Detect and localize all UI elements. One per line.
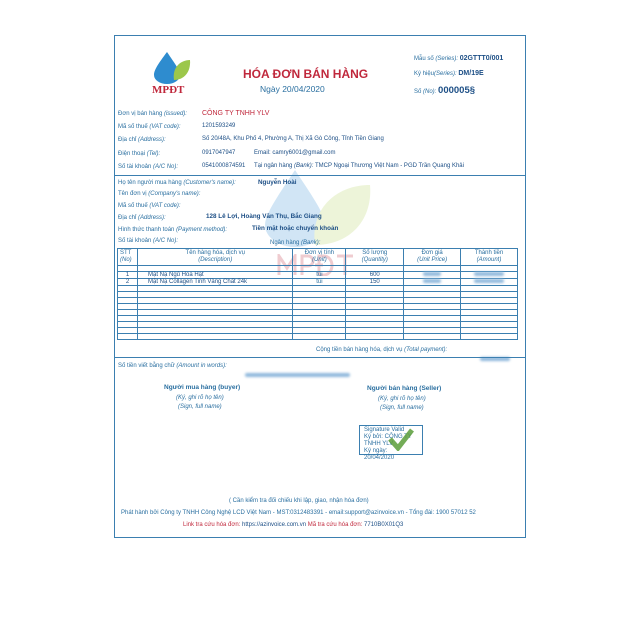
row-description: Mặt Nạ Ngủ Hoa Hạt [137,272,293,279]
row-no: 1 [118,272,138,279]
logo [150,50,194,96]
table-header [118,249,518,266]
seller-address-label: Địa chỉ (Address): [118,137,166,143]
col-unit: Đơn vị tính (Unit) [293,249,346,266]
invoice-number: Số (No): 000005§ [414,85,476,96]
checkmark-icon [388,427,414,451]
seller-name: CÔNG TY TNHH YLV [202,110,270,117]
divider [114,175,526,176]
seller-sign-hint-en: (Sign, full name) [380,405,424,411]
payment-method: Tiền mặt hoặc chuyển khoản [252,225,339,232]
row-quantity: 600 [346,272,404,279]
water-leaf-logo-icon [150,50,194,84]
table-row [118,272,518,279]
buyer-sign-hint-en: (Sign, full name) [178,404,222,410]
table-row [118,279,518,286]
digital-signature-box[interactable] [359,425,423,461]
seller-signature-title: Người bán hàng (Seller) [367,385,442,392]
invoice-title: HÓA ĐƠN BÁN HÀNG [243,67,369,81]
payment-method-label: Hình thức thanh toán (Payment method): [118,227,228,233]
amount-words-label: Số tiền viết bằng chữ (Amount in words): [118,363,227,369]
col-description: Tên hàng hóa, dịch vụ (Description) [137,249,293,266]
footer-note: ( Cần kiểm tra đối chiếu khi lập, giao, nhận hóa đơn) [229,498,369,504]
seller-phone-label: Điện thoại (Tel): [118,151,161,157]
lookup-link[interactable]: https://azinvoice.com.vn [242,522,307,528]
row-unit: túi [293,272,346,279]
seller-address: Số 20/48A, Khu Phố 4, Phường A, Thị Xã Gò Công, Tỉnh Tiền Giang [202,136,384,142]
seller-account: 0541000874591 [202,163,246,169]
buyer-signature-title: Người mua hàng (buyer) [164,384,241,391]
form-number: Mẫu số (Series): 02GTTT0/001 [414,55,504,62]
row-unit-price-redacted [404,279,461,286]
col-no: STT (No) [118,249,138,266]
seller-tax-label: Mã số thuế (VAT code): [118,124,181,130]
row-amount-redacted [461,272,518,279]
signed-by: Ký bởi: CÔNG TY TNHH YLV [364,434,412,447]
buyer-name-label: Họ tên người mua hàng (Customer's name): [118,180,236,186]
col-amount: Thành tiền (Amount) [461,249,518,266]
row-no: 2 [118,279,138,286]
row-unit: túi [293,279,346,286]
footer-lookup: Link tra cứu hóa đơn: https://azinvoice.com.vn Mã tra cứu hóa đơn: 7710B0X01Q3 [183,522,404,528]
seller-account-label: Số tài khoản (A/C No): [118,164,179,170]
row-unit-price-redacted [404,272,461,279]
symbol: Ký hiệu(Series): DM/19E [414,70,484,77]
footer-issuer: Phát hành bởi Công ty TNHH Công Nghệ LCD Việt Nam - MST:0312483391 - email:support@azinvoice.vn - Tổng đài: 1900 57012 52 [121,510,476,516]
seller-bank: Tại ngân hàng (Bank): TMCP Ngoại Thương Việt Nam - PGD Trần Quang Khải [254,163,464,169]
logo-text: MPĐT [152,84,185,96]
buyer-tax-label: Mã số thuế (VAT code): [118,203,181,209]
seller-sign-hint: (Ký, ghi rõ họ tên) [378,396,426,402]
col-unit-price: Đơn giá (Unit Price) [404,249,461,266]
row-quantity: 150 [346,279,404,286]
buyer-company-label: Tên đơn vị (Company's name): [118,191,201,197]
total-label: Cộng tiền bán hàng hóa, dịch vụ (Total payment): [316,347,448,353]
buyer-address: 128 Lê Lợi, Hoàng Văn Thụ, Bắc Giang [206,213,322,220]
signed-date: Ký ngày: 20/04/2020 [364,448,395,461]
col-quantity: Số lượng (Quantity) [346,249,404,266]
seller-email: Email: camry6001@gmail.com [254,150,336,156]
buyer-bank-label: Ngân hàng (Bank): [270,240,321,246]
seller-tax: 1201593249 [202,123,236,129]
seller-name-label: Đơn vị bán hàng (issued): [118,111,187,117]
amount-words-redacted [245,364,350,382]
buyer-sign-hint: (Ký, ghi rõ họ tên) [176,395,224,401]
buyer-account-label: Số tài khoản (A/C No): [118,238,179,244]
items-table [117,248,518,340]
row-amount-redacted [461,279,518,286]
seller-phone: 0917047947 [202,150,236,156]
invoice-date: Ngày 20/04/2020 [260,84,325,94]
divider [114,357,526,358]
buyer-address-label: Địa chỉ (Address): [118,215,166,221]
buyer-name: Nguyễn Hoài [258,179,297,186]
row-description: Mặt Nạ Collagen Tinh Vàng Chất 24k [137,279,293,286]
signature-valid: Signature Valid [364,427,405,433]
